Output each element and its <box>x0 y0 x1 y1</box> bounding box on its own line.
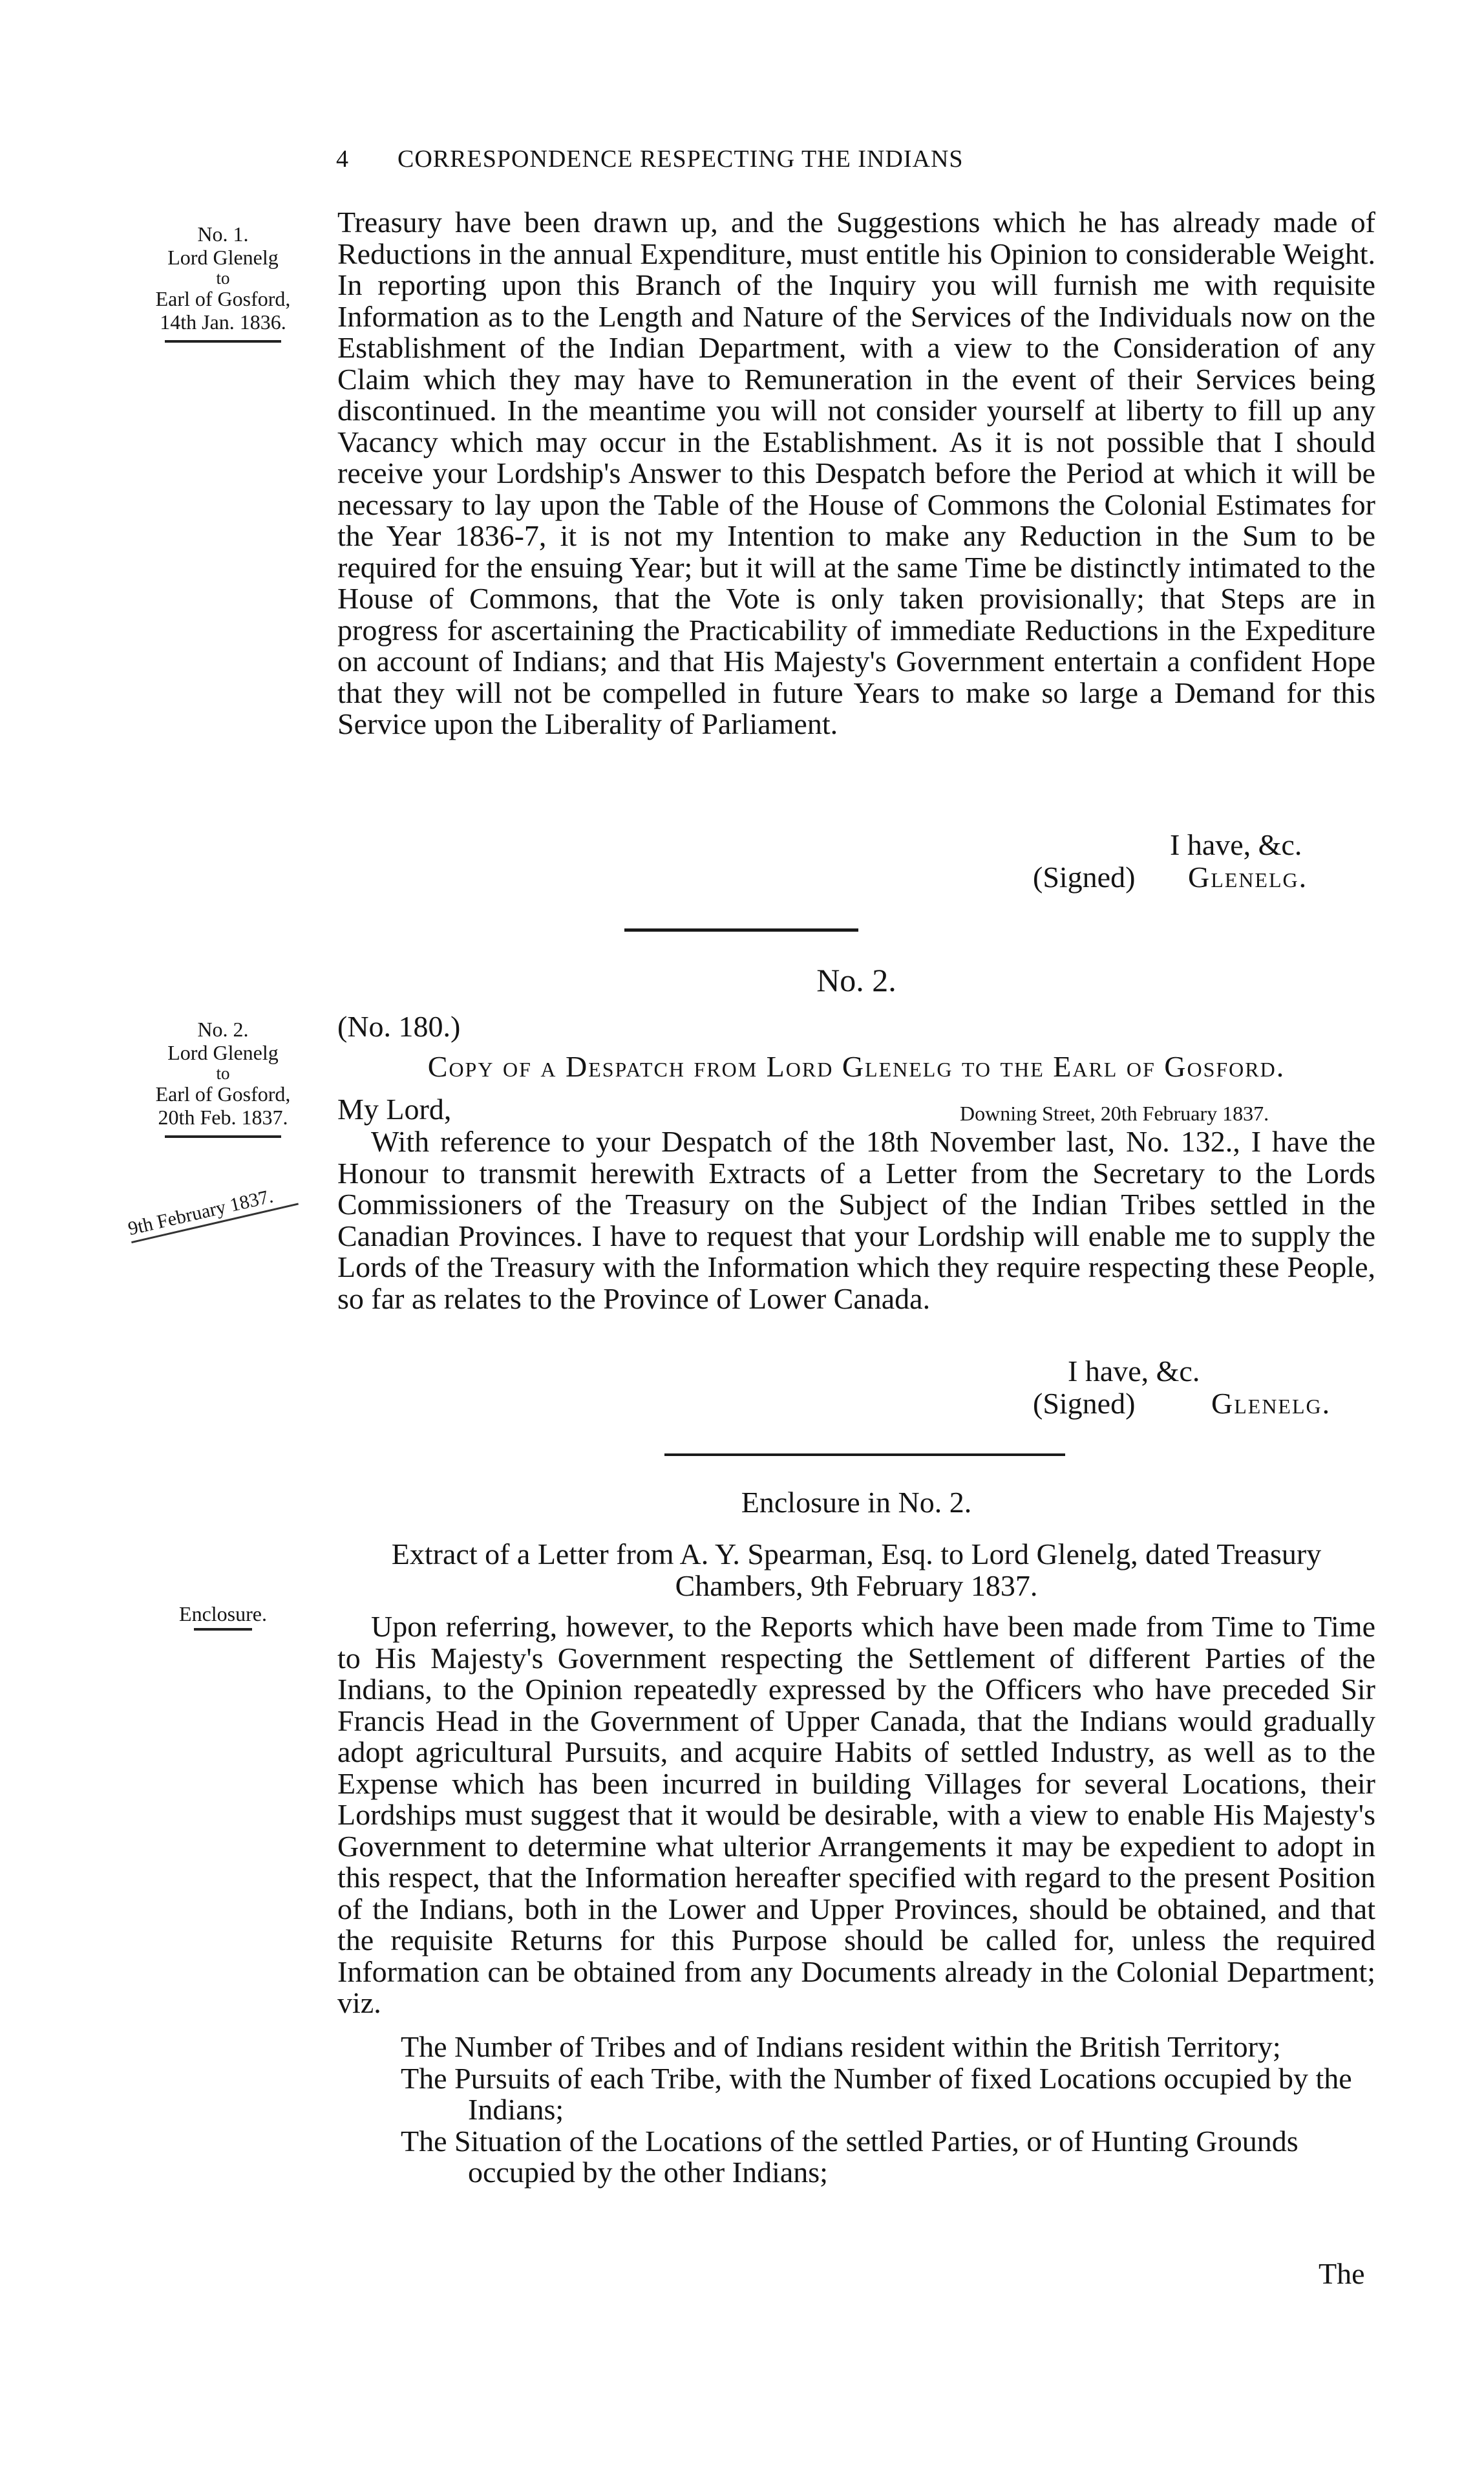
catchword: The <box>1319 2257 1365 2290</box>
page-number: 4 <box>336 145 349 173</box>
margin-note-number: No. 1. <box>197 222 249 246</box>
margin-note-date: 14th Jan. 1836. <box>160 310 286 334</box>
margin-note-recipient: Earl of Gosford, <box>155 1082 291 1106</box>
despatch-2-body <box>337 1126 1375 1314</box>
margin-rule <box>165 340 281 343</box>
list-item: The Situation of the Locations of the settled Parties, or of Hunting Grounds occupied by the other Indians; <box>401 2124 1298 2189</box>
margin-note-recipient: Earl of Gosford, <box>155 287 291 310</box>
despatch-2-signatory: Glenelg. <box>1211 1387 1331 1420</box>
enclosure-title: Extract of a Letter from A. Y. Spearman, Esq. to Lord Glenelg, dated Treasury Chambers, 9th February 1837. <box>391 1538 1322 1602</box>
despatch-2-title: Copy of a Despatch from Lord Glenelg to the Earl of Gosford. <box>427 1050 1286 1083</box>
despatch-2-text: With reference to your Despatch of the 18th November last, No. 132., I have the Honour to transmit herewith Extracts of a Letter from the Secretary to the Lords Commissioners of the Treasury on the Subject of the Indian Tribes settled in the Canadian Provinces. I have to request that your Lordship will enable me to supply the Lords of the Treasury with the Information which they require respecting these People, so far as relates to the Province of Lower Canada. <box>337 1125 1375 1315</box>
margin-note-no1 <box>103 222 343 343</box>
section-divider <box>664 1453 1065 1456</box>
despatch-2-ref: (No. 180.) <box>337 1010 461 1043</box>
date-stamp <box>126 1180 299 1243</box>
margin-note-date: 20th Feb. 1837. <box>158 1106 288 1129</box>
despatch-1-signed: (Signed) <box>1033 861 1136 894</box>
despatch-1-text: Treasury have been drawn up, and the Suggestions which he has already made of Reductions in the annual Expenditure, must entitle his Opinion to considerable Weight. In reporting upon this Branch of the Inquiry you will furnish me with requisite Information as to the Length and Nature of the Services of the Individuals now on the Establishment of the Indian Department, with a view to the Consideration of any Claim which they may have to Remuneration in the event of their Services being discontinued. In the meantime you will not consider yourself at liberty to fill up any Vacancy which may occur in the Establishment. As it is not possible that I should receive your Lordship's Answer to this Despatch before the Period at which it will be necessary to lay upon the Table of the House of Commons the Colonial Estimates for the Year 1836-7, it is not my Intention to make any Reduction in the Sum to be required for the ensuing Year; but it will at the same Time be distinctly intimated to the House of Commons, that the Vote is only taken provisionally; that Steps are in progress for ascertaining the Practicability of immediate Reductions in the Expediture on account of Indians; and that His Majesty's Government entertain a confident Hope that they will not be compelled in future Years to make so large a Demand for this Service upon the Liberality of Parliament. <box>337 206 1375 740</box>
despatch-2-closing: I have, &c. <box>1068 1355 1200 1388</box>
enclosure-heading: Enclosure in No. 2. <box>741 1486 972 1519</box>
section-divider <box>624 928 858 932</box>
despatch-2-signed: (Signed) <box>1033 1387 1136 1420</box>
list-item: The Number of Tribes and of Indians resident within the British Territory; <box>401 2030 1281 2063</box>
margin-note-label: Enclosure. <box>179 1602 267 1625</box>
margin-note-from: Lord Glenelg <box>167 246 279 269</box>
despatch-1-body <box>337 207 1375 740</box>
margin-note-no2 <box>103 1018 343 1138</box>
margin-note-to: to <box>216 1064 230 1083</box>
margin-rule <box>194 1628 252 1631</box>
date-stamp-text: 9th February 1837. <box>126 1185 275 1240</box>
list-item: The Pursuits of each Tribe, with the Number of fixed Locations occupied by the Indians; <box>401 2061 1352 2126</box>
margin-note-from: Lord Glenelg <box>167 1041 279 1064</box>
despatch-1-closing: I have, &c. <box>1170 828 1302 861</box>
margin-note-number: No. 2. <box>197 1018 249 1041</box>
enclosure-body <box>337 1611 1375 2019</box>
enclosure-text: Upon referring, however, to the Reports which have been made from Time to Time to His Majesty's Government respecting the Settlement of different Parties of the Indians, to the Opinion repeatedly expressed by the Officers who have preceded Sir Francis Head in the Government of Upper Canada, that the Indians would gradually adopt agricultural Pursuits, and acquire Habits of settled Industry, as well as to the Expense which has been incurred in building Villages for several Locations, their Lordships must suggest that it would be desirable, with a view to enable His Majesty's Government to determine what ulterior Arrangements it may be expedient to adopt in this respect, that the Information hereafter specified with regard to the present Position of the Indians, both in the Lower and Upper Provinces, should be obtained, and that the requisite Returns for this Purpose should be called for, unless the required Information can be obtained from any Documents already in the Colonial Department; viz. <box>337 1610 1375 2019</box>
despatch-2-heading: No. 2. <box>816 962 896 998</box>
despatch-2-salutation: My Lord, <box>337 1093 452 1126</box>
margin-note-enclosure <box>103 1602 343 1631</box>
despatch-1-signatory: Glenelg. <box>1188 861 1308 894</box>
running-title: CORRESPONDENCE RESPECTING THE INDIANS <box>398 145 964 173</box>
despatch-2-place-date: Downing Street, 20th February 1837. <box>960 1102 1269 1125</box>
margin-note-to: to <box>216 268 230 288</box>
page-header <box>336 145 1383 173</box>
enclosure-list <box>401 2031 1375 2189</box>
margin-rule <box>165 1135 281 1138</box>
